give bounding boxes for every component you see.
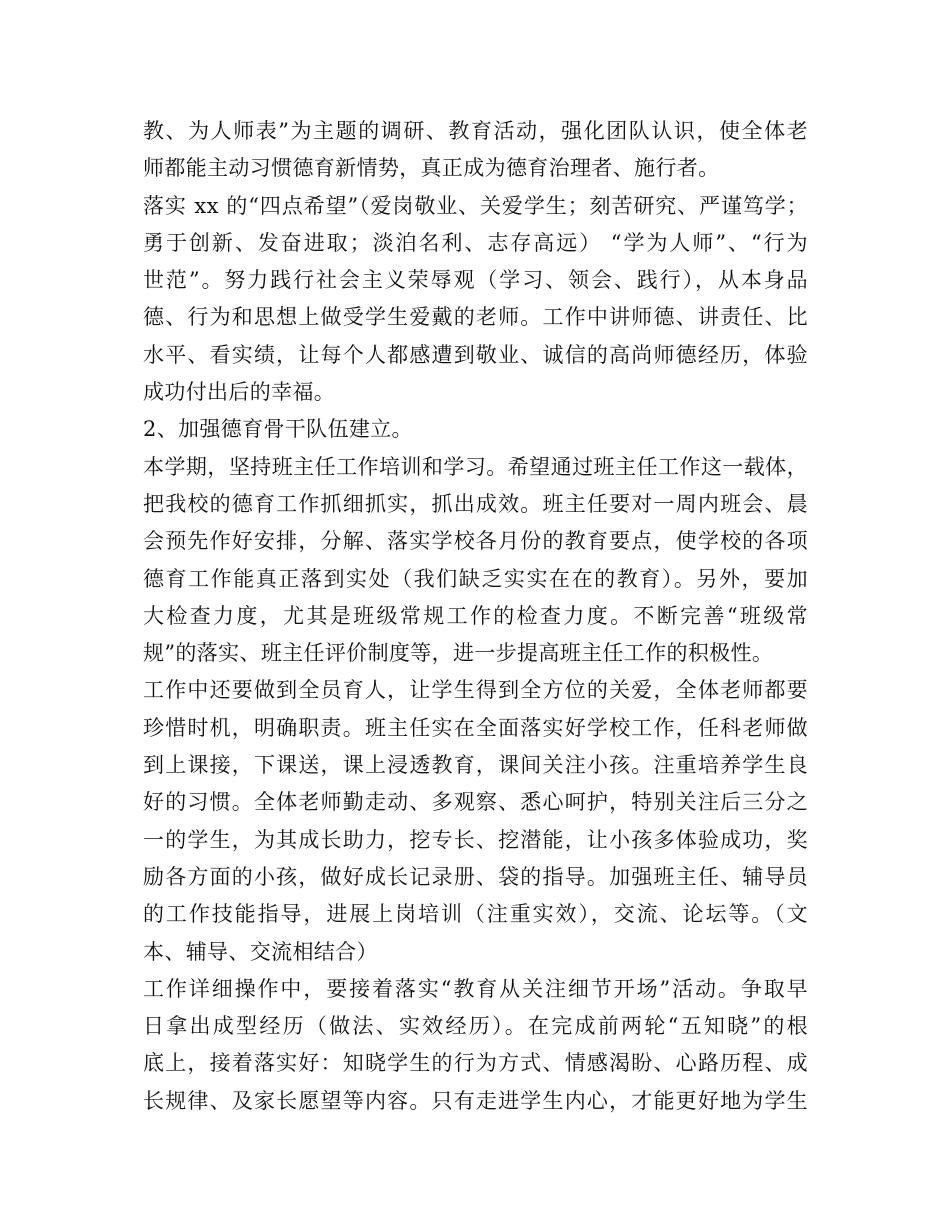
text-line: 日拿出成型经历（做法、实效经历）。在完成前两轮“五知晓”的根 xyxy=(143,1014,808,1039)
text-line: 把我校的德育工作抓细抓实，抓出成效。班主任要对一周内班会、晨 xyxy=(143,491,808,516)
text-line: 成功付出后的幸福。 xyxy=(143,380,336,405)
text-line: 规”的落实、班主任评价制度等，进一步提高班主任工作的积极性。 xyxy=(143,641,774,666)
text-line: 工作详细操作中，要接着落实“教育从关注细节开场”活动。争取早 xyxy=(143,976,808,1001)
text-line: 一的学生，为其成长助力，挖专长、挖潜能，让小孩多体验成功，奖 xyxy=(143,827,808,852)
text-line: 长规律、及家长愿望等内容。只有走进学生内心，才能更好地为学生 xyxy=(143,1088,808,1113)
text-line: 工作中还要做到全员育人，让学生得到全方位的关爱，全体老师都要 xyxy=(143,678,808,703)
text-line: 勇于创新、发奋进取；淡泊名利、志存高远） “学为人师”、“行为 xyxy=(143,230,808,255)
text-line: 的工作技能指导，进展上岗培训（注重实效），交流、论坛等。（文 xyxy=(143,902,808,927)
document-body xyxy=(143,113,808,1120)
text-line: 好的习惯。全体老师勤走动、多观察、悉心呵护，特别关注后三分之 xyxy=(143,790,808,815)
text-line: 德育工作能真正落到实处（我们缺乏实实在在的教育）。另外，要加 xyxy=(143,566,808,591)
text-line: 水平、看实绩，让每个人都感遭到敬业、诚信的高尚师德经历，体验 xyxy=(143,342,808,367)
text-line: 励各方面的小孩，做好成长记录册、袋的指导。加强班主任、辅导员 xyxy=(143,864,808,889)
text-line: 到上课接，下课送，课上浸透教育，课间关注小孩。注重培养学生良 xyxy=(143,753,808,778)
text-line: 德、行为和思想上做受学生爱戴的老师。工作中讲师德、讲责任、比 xyxy=(143,305,808,330)
text-line: 底上，接着落实好：知晓学生的行为方式、情感渴盼、心路历程、成 xyxy=(143,1051,808,1076)
text-line: 师都能主动习惯德育新情势，真正成为德育治理者、施行者。 xyxy=(143,156,720,181)
text-line: 世范”。努力践行社会主义荣辱观（学习、领会、践行），从本身品 xyxy=(143,268,808,293)
text-line: 大检查力度，尤其是班级常规工作的检查力度。不断完善“班级常 xyxy=(143,603,808,628)
text-line: 本、辅导、交流相结合） xyxy=(143,939,378,964)
text-line: 珍惜时机，明确职责。班主任实在全面落实好学校工作，任科老师做 xyxy=(143,715,808,740)
text-line: 教、为人师表”为主题的调研、教育活动，强化团队认识，使全体老 xyxy=(143,119,808,143)
text-line: 落实 xx 的“四点希望”（爱岗敬业、关爱学生；刻苦研究、严谨笃学； xyxy=(143,193,808,218)
text-line: 2、加强德育骨干队伍建立。 xyxy=(143,417,413,442)
text-line: 会预先作好安排，分解、落实学校各月份的教育要点，使学校的各项 xyxy=(143,529,808,554)
text-line: 本学期，坚持班主任工作培训和学习。希望通过班主任工作这一载体， xyxy=(143,454,808,479)
